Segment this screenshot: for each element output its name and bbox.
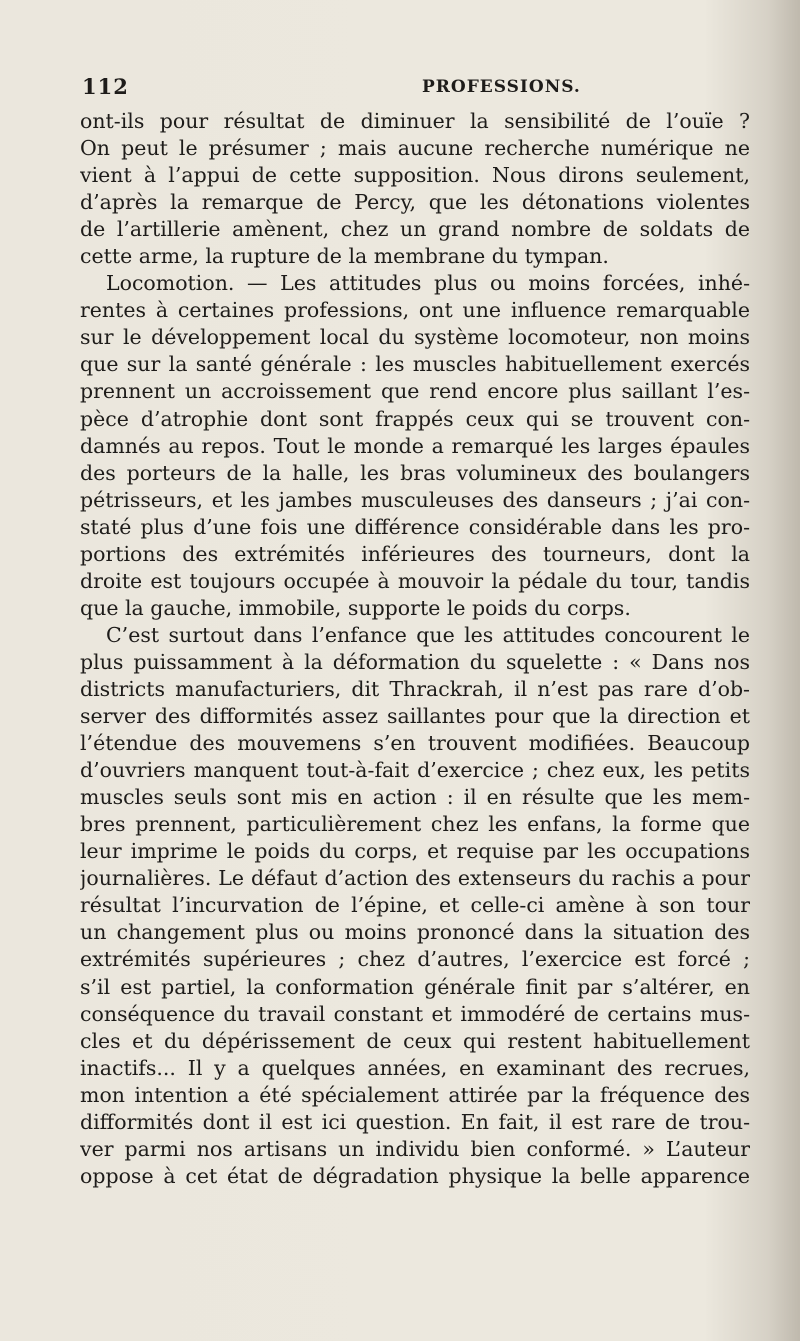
- body-text: [80, 108, 750, 1190]
- text-line: plus puissamment à la déformation du squelette : « Dans nos: [80, 649, 750, 674]
- text-line: On peut le présumer ; mais aucune recherche numérique ne: [80, 136, 750, 161]
- text-line: cles et du dépérissement de ceux qui restent habituellement: [80, 1028, 750, 1053]
- text-line: rentes à certaines professions, ont une influence remarquable: [80, 298, 750, 323]
- running-title: PROFESSIONS.: [422, 77, 581, 97]
- text-line: résultat l’incurvation de l’épine, et celle-ci amène à son tour: [80, 893, 750, 918]
- text-line: sur le développement local du système locomoteur, non moins: [80, 325, 750, 350]
- text-line: pétrisseurs, et les jambes musculeuses des danseurs ; j’ai con-: [80, 487, 750, 512]
- text-line: server des difformités assez saillantes pour que la direction et: [80, 704, 750, 729]
- text-line: muscles seuls sont mis en action : il en résulte que les mem-: [80, 785, 750, 810]
- text-line: inactifs... Il y a quelques années, en examinant des recrues,: [80, 1055, 750, 1080]
- text-line: conséquence du travail constant et immodéré de certains mus-: [80, 1001, 750, 1026]
- text-line: de l’artillerie amènent, chez un grand nombre de soldats de: [80, 217, 750, 242]
- text-line: oppose à cet état de dégradation physique la belle apparence: [80, 1163, 750, 1188]
- text-line: damnés au repos. Tout le monde a remarqué les larges épaules: [80, 433, 750, 458]
- text-line: journalières. Le défaut d’action des extenseurs du rachis a pour: [80, 866, 750, 891]
- text-line: prennent un accroissement que rend encore plus saillant l’es-: [80, 379, 750, 404]
- text-line: C’est surtout dans l’enfance que les attitudes concourent le: [106, 622, 750, 647]
- text-line: leur imprime le poids du corps, et requise par les occupations: [80, 839, 750, 864]
- text-line: des porteurs de la halle, les bras volumineux des boulangers: [80, 460, 750, 485]
- text-line: districts manufacturiers, dit Thrackrah, il n’est pas rare d’ob-: [80, 676, 750, 701]
- text-line: l’étendue des mouvemens s’en trouvent modifiées. Beaucoup: [80, 731, 750, 756]
- text-line: bres prennent, particulièrement chez les enfans, la forme que: [80, 812, 750, 837]
- text-line: staté plus d’une fois une différence considérable dans les pro-: [80, 514, 750, 539]
- text-line: vient à l’appui de cette supposition. Nous dirons seulement,: [80, 163, 750, 188]
- text-line: Locomotion. — Les attitudes plus ou moins forcées, inhé-: [106, 271, 750, 296]
- page-number: 112: [82, 74, 129, 99]
- text-line: que la gauche, immobile, supporte le poids du corps.: [80, 595, 631, 620]
- text-line: que sur la santé générale : les muscles habituellement exercés: [80, 352, 750, 377]
- page-header: [82, 74, 752, 104]
- text-line: extrémités supérieures ; chez d’autres, l’exercice est forcé ;: [80, 947, 750, 972]
- text-line: difformités dont il est ici question. En fait, il est rare de trou-: [80, 1109, 750, 1134]
- text-line: d’après la remarque de Percy, que les détonations violentes: [80, 190, 750, 215]
- text-line: ont-ils pour résultat de diminuer la sensibilité de l’ouïe ?: [80, 109, 750, 133]
- text-line: pèce d’atrophie dont sont frappés ceux qui se trouvent con-: [80, 406, 750, 431]
- text-line: ver parmi nos artisans un individu bien conformé. » L’auteur: [80, 1136, 750, 1161]
- text-line: d’ouvriers manquent tout-à-fait d’exercice ; chez eux, les petits: [80, 758, 750, 783]
- text-line: cette arme, la rupture de la membrane du tympan.: [80, 244, 609, 269]
- text-line: mon intention a été spécialement attirée par la fréquence des: [80, 1082, 750, 1107]
- text-line: un changement plus ou moins prononcé dans la situation des: [80, 920, 750, 945]
- text-line: droite est toujours occupée à mouvoir la pédale du tour, tandis: [80, 568, 750, 593]
- text-line: portions des extrémités inférieures des tourneurs, dont la: [80, 541, 750, 566]
- text-line: s’il est partiel, la conformation générale finit par s’altérer, en: [80, 974, 750, 999]
